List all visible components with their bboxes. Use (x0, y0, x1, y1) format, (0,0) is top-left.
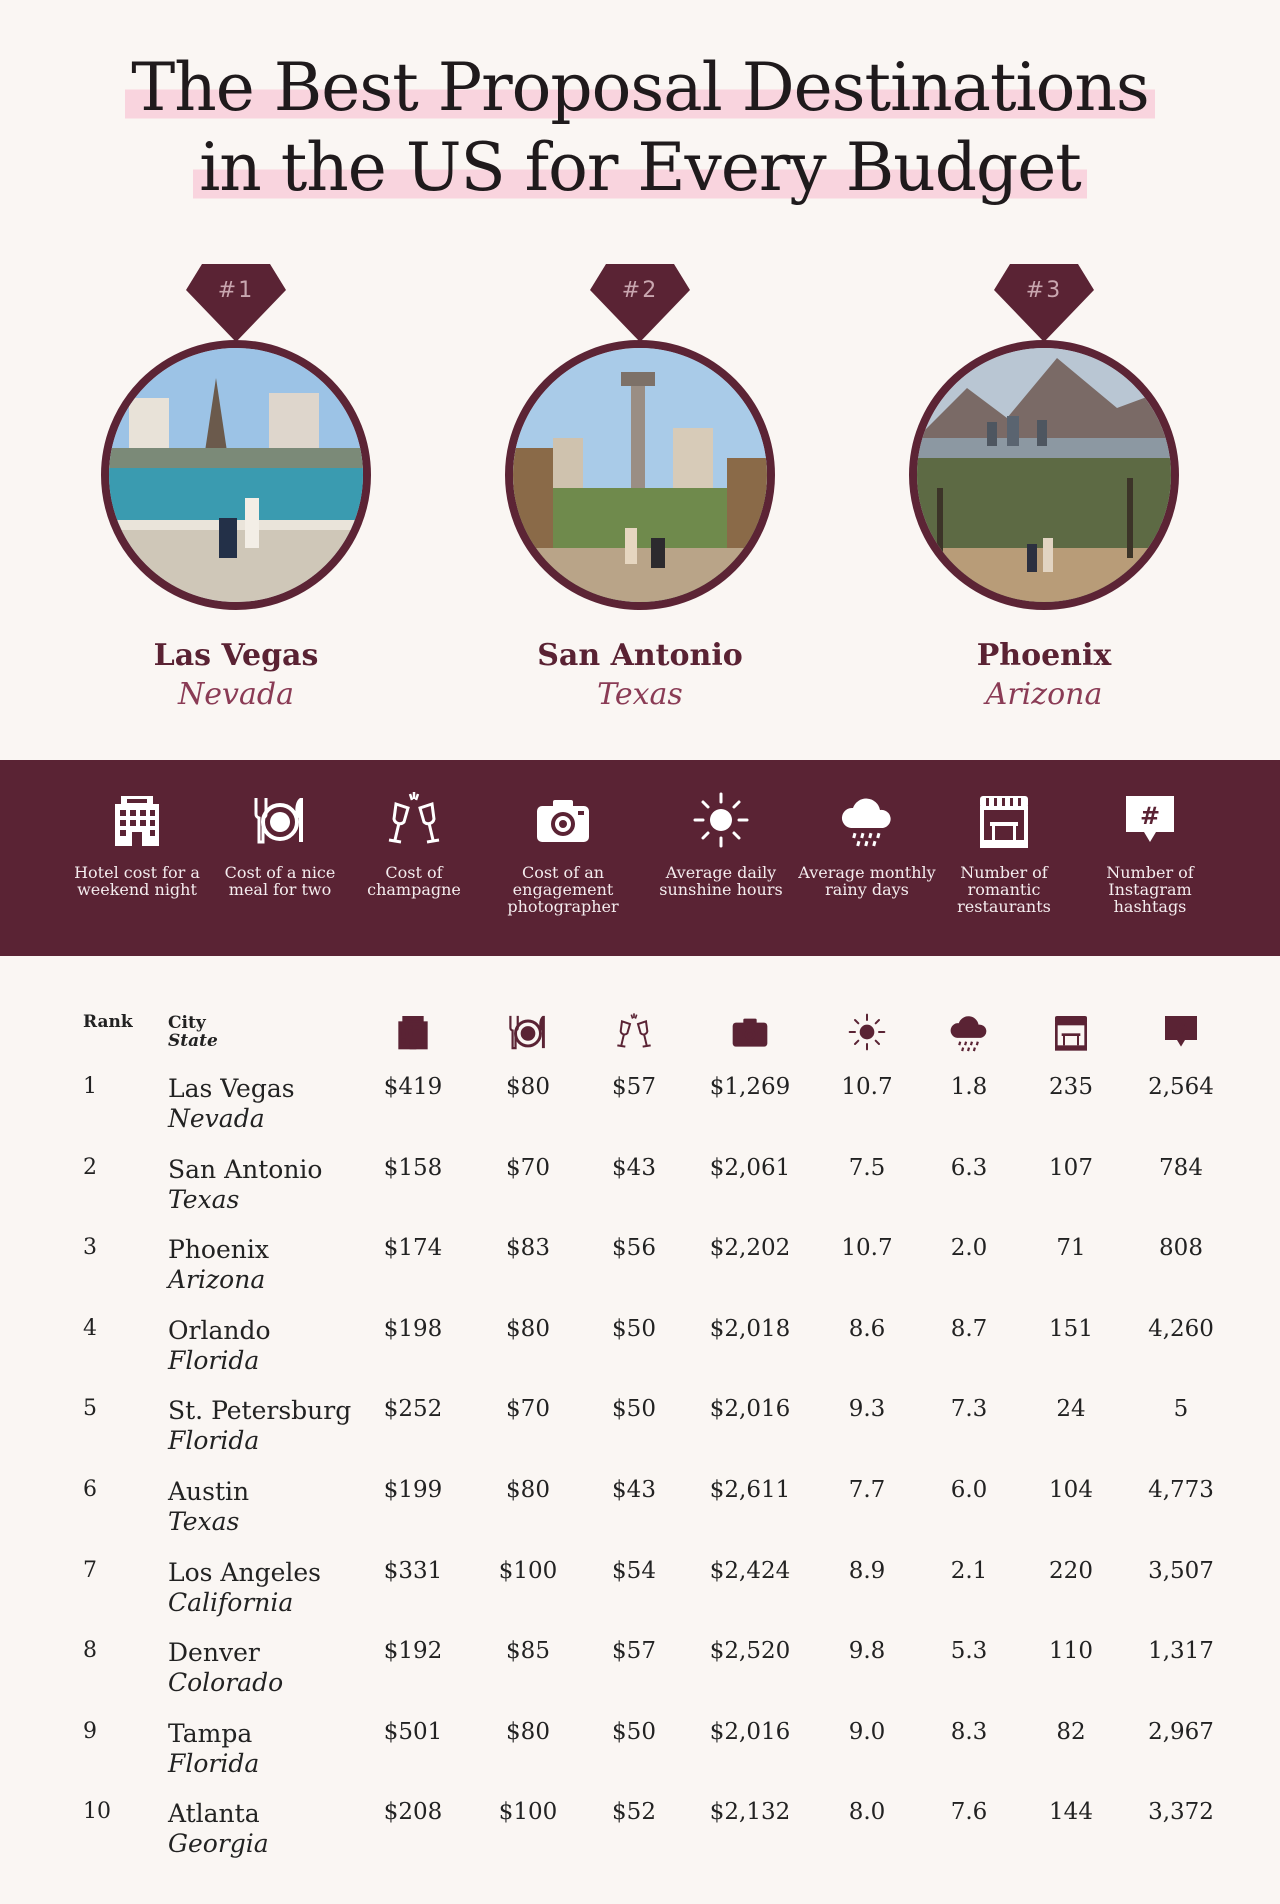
cell-hashtags: 4,260 (1148, 1315, 1214, 1342)
cell-rank: 6 (83, 1477, 97, 1502)
cell-restaurants: 107 (1049, 1154, 1093, 1181)
cell-hashtags: 2,967 (1148, 1718, 1214, 1745)
cell-city: Las Vegas (168, 1074, 295, 1103)
cell-rank: 8 (83, 1638, 97, 1664)
cell-state: Colorado (168, 1668, 284, 1698)
cell-city: Denver (168, 1638, 260, 1668)
table-row (0, 1235, 1280, 1315)
cell-city: Phoenix (168, 1235, 269, 1265)
camera-icon (533, 790, 593, 850)
cell-rainy: 6.3 (950, 1154, 988, 1181)
top-pick-city-1: Las Vegas (153, 638, 319, 673)
cell-hotel: $192 (383, 1638, 443, 1665)
sun-icon (837, 1010, 897, 1054)
cell-rainy: 7.3 (950, 1396, 988, 1423)
header-city: City (168, 1013, 206, 1033)
cell-sunshine: 8.6 (848, 1315, 886, 1342)
cell-champagne: $50 (612, 1718, 656, 1745)
cell-champagne: $56 (612, 1235, 656, 1262)
cell-champagne: $50 (612, 1315, 656, 1342)
cell-state: Florida (168, 1345, 260, 1375)
cell-city: San Antonio (168, 1154, 323, 1184)
cell-city: Orlando (168, 1315, 271, 1345)
cell-photographer: $2,132 (709, 1799, 791, 1826)
cell-meal: $80 (506, 1315, 550, 1342)
cell-city: Tampa (168, 1718, 253, 1748)
table-row (0, 1638, 1280, 1718)
cell-state: Florida (168, 1748, 260, 1778)
header-state: State (168, 1031, 218, 1051)
cell-hashtags: 3,372 (1148, 1799, 1214, 1826)
cell-photographer: $1,269 (709, 1074, 791, 1100)
top-pick-state-1: Nevada (178, 677, 294, 712)
sun-icon (691, 790, 751, 850)
cell-rank: 4 (83, 1315, 97, 1341)
legend-label-hotel: Hotel cost for a weekend night (74, 863, 200, 899)
cell-rainy: 6.0 (950, 1477, 988, 1503)
champagne-icon (384, 790, 444, 850)
cell-photographer: $2,424 (709, 1557, 791, 1584)
cell-rank: 7 (83, 1557, 97, 1583)
legend-meal (210, 790, 350, 898)
cell-hashtags: 1,317 (1148, 1638, 1214, 1665)
top-pick-1 (96, 262, 376, 712)
cell-champagne: $57 (612, 1638, 656, 1665)
top-pick-state-3: Arizona (985, 677, 1103, 712)
cell-sunshine: 9.0 (848, 1718, 886, 1745)
cell-hashtags: 4,773 (1148, 1477, 1214, 1503)
cell-sunshine: 7.7 (848, 1477, 886, 1503)
legend-band (0, 760, 1280, 956)
top-pick-city-3: Phoenix (976, 638, 1112, 673)
cell-rank: 1 (83, 1074, 97, 1099)
table-row (0, 1799, 1280, 1879)
cell-restaurants: 220 (1049, 1557, 1093, 1584)
legend-camera (493, 790, 633, 915)
cell-photographer: $2,061 (709, 1154, 791, 1181)
cell-rank: 5 (83, 1396, 97, 1422)
table-row (0, 1074, 1280, 1154)
legend-label-hashtag: Number of Instagram hashtags (1106, 863, 1194, 916)
cell-photographer: $2,520 (709, 1638, 791, 1665)
cell-restaurants: 71 (1056, 1235, 1086, 1262)
cell-restaurants: 110 (1049, 1638, 1093, 1665)
legend-hashtag (1080, 790, 1220, 915)
camera-icon (720, 1010, 780, 1054)
cell-rainy: 1.8 (950, 1074, 988, 1100)
cell-hotel: $198 (383, 1315, 443, 1342)
cell-photographer: $2,016 (709, 1718, 791, 1745)
hotel-icon (383, 1010, 443, 1054)
destination-photo-3 (909, 340, 1179, 610)
cell-city: Los Angeles (168, 1557, 322, 1587)
cell-state: Texas (168, 1507, 240, 1536)
cell-meal: $83 (506, 1235, 550, 1262)
cell-rank: 10 (83, 1799, 111, 1825)
rain-cloud-icon (939, 1010, 999, 1054)
cell-city: Austin (168, 1477, 250, 1506)
cell-champagne: $57 (612, 1074, 656, 1100)
cell-sunshine: 8.9 (848, 1557, 886, 1584)
legend-label-meal: Cost of a nice meal for two (224, 863, 336, 899)
hashtag-icon (1120, 790, 1180, 850)
cell-restaurants: 151 (1049, 1315, 1093, 1342)
cell-rank: 9 (83, 1718, 97, 1744)
rank-label-1: #1 (217, 278, 255, 303)
table-row (0, 1477, 1280, 1557)
cell-photographer: $2,016 (709, 1396, 791, 1423)
cell-city: Atlanta (168, 1799, 260, 1829)
cell-rainy: 8.7 (950, 1315, 988, 1342)
cell-rainy: 8.3 (950, 1718, 988, 1745)
top-three-destinations (0, 262, 1280, 732)
cell-state: California (168, 1587, 294, 1617)
cell-meal: $80 (506, 1477, 550, 1503)
cell-hotel: $252 (383, 1396, 443, 1423)
cell-state: Arizona (168, 1265, 266, 1295)
cell-rainy: 2.0 (950, 1235, 988, 1262)
top-pick-3 (904, 262, 1184, 712)
cell-meal: $100 (498, 1799, 558, 1826)
cell-hashtags: 808 (1159, 1235, 1203, 1262)
cell-rainy: 2.1 (950, 1557, 988, 1584)
cell-restaurants: 144 (1049, 1799, 1093, 1826)
table-row (0, 1558, 1280, 1638)
cell-photographer: $2,202 (709, 1235, 791, 1262)
legend-label-champagne: Cost of champagne (367, 863, 461, 899)
cell-meal: $100 (498, 1557, 558, 1584)
cell-champagne: $50 (612, 1396, 656, 1423)
cell-state: Florida (168, 1426, 260, 1456)
cell-hotel: $419 (383, 1074, 443, 1100)
legend-label-sun: Average daily sunshine hours (659, 863, 783, 899)
cell-meal: $80 (506, 1718, 550, 1745)
cell-restaurants: 104 (1049, 1477, 1093, 1503)
cell-city: St. Petersburg (168, 1396, 352, 1426)
champagne-icon (604, 1010, 664, 1054)
table-row (0, 1316, 1280, 1396)
legend-restaurant (934, 790, 1074, 915)
legend-hotel (67, 790, 207, 898)
cell-meal: $70 (506, 1154, 550, 1181)
destination-photo-1 (101, 340, 371, 610)
table-row (0, 1396, 1280, 1476)
legend-label-restaurant: Number of romantic restaurants (957, 863, 1051, 916)
title-line-2: in the US for Every Budget (193, 128, 1087, 208)
cell-sunshine: 9.8 (848, 1638, 886, 1665)
restaurant-icon (974, 790, 1034, 850)
gem-badge-1 (184, 262, 288, 344)
cell-rank: 3 (83, 1235, 97, 1261)
cell-champagne: $54 (612, 1557, 656, 1584)
rank-label-2: #2 (621, 278, 659, 303)
legend-label-camera: Cost of an engagement photographer (507, 863, 619, 916)
destination-photo-2 (505, 340, 775, 610)
top-pick-2 (500, 262, 780, 712)
cell-meal: $70 (506, 1396, 550, 1423)
cell-sunshine: 8.0 (848, 1799, 886, 1826)
cell-restaurants: 235 (1049, 1074, 1093, 1100)
table-row (0, 1155, 1280, 1235)
cell-meal: $85 (506, 1638, 550, 1665)
top-pick-city-2: San Antonio (537, 638, 743, 673)
meal-icon (250, 790, 310, 850)
restaurant-icon (1041, 1010, 1101, 1054)
cell-hotel: $501 (383, 1718, 443, 1745)
header-city-state (168, 1014, 218, 1050)
cell-restaurants: 82 (1056, 1718, 1086, 1745)
rain-cloud-icon (837, 790, 897, 850)
cell-hotel: $158 (383, 1154, 443, 1181)
cell-rank: 2 (83, 1154, 97, 1180)
cell-hashtags: 3,507 (1148, 1557, 1214, 1584)
header-rank: Rank (83, 1012, 133, 1032)
cell-state: Nevada (168, 1104, 265, 1133)
hotel-icon (107, 790, 167, 850)
cell-hashtags: 5 (1173, 1396, 1189, 1423)
cell-hotel: $208 (383, 1799, 443, 1826)
cell-sunshine: 9.3 (848, 1396, 886, 1423)
legend-champagne (344, 790, 484, 898)
cell-hotel: $331 (383, 1557, 443, 1584)
cell-meal: $80 (506, 1074, 550, 1100)
cell-champagne: $43 (612, 1477, 656, 1503)
cell-state: Georgia (168, 1829, 269, 1859)
cell-champagne: $52 (612, 1799, 656, 1826)
cell-state: Texas (168, 1184, 240, 1214)
cell-photographer: $2,611 (709, 1477, 791, 1503)
legend-label-rain: Average monthly rainy days (798, 863, 936, 899)
page-title (0, 48, 1280, 208)
legend-sun (651, 790, 791, 898)
cell-hashtags: 784 (1159, 1154, 1203, 1181)
top-pick-state-2: Texas (597, 677, 683, 712)
cell-restaurants: 24 (1056, 1396, 1086, 1423)
cell-hotel: $174 (383, 1235, 443, 1262)
cell-rainy: 7.6 (950, 1799, 988, 1826)
cell-photographer: $2,018 (709, 1315, 791, 1342)
cell-sunshine: 10.7 (841, 1235, 893, 1262)
meal-icon (498, 1010, 558, 1054)
cell-hashtags: 2,564 (1148, 1074, 1214, 1100)
gem-badge-3 (992, 262, 1096, 344)
cell-champagne: $43 (612, 1154, 656, 1181)
hashtag-icon (1151, 1010, 1211, 1054)
legend-rain (797, 790, 937, 898)
cell-sunshine: 10.7 (841, 1074, 893, 1100)
cell-rainy: 5.3 (950, 1638, 988, 1665)
cell-sunshine: 7.5 (848, 1154, 886, 1181)
gem-badge-2 (588, 262, 692, 344)
title-line-1: The Best Proposal Destinations (125, 48, 1155, 128)
table-row (0, 1719, 1280, 1799)
cell-hotel: $199 (383, 1477, 443, 1503)
rank-label-3: #3 (1025, 278, 1063, 303)
